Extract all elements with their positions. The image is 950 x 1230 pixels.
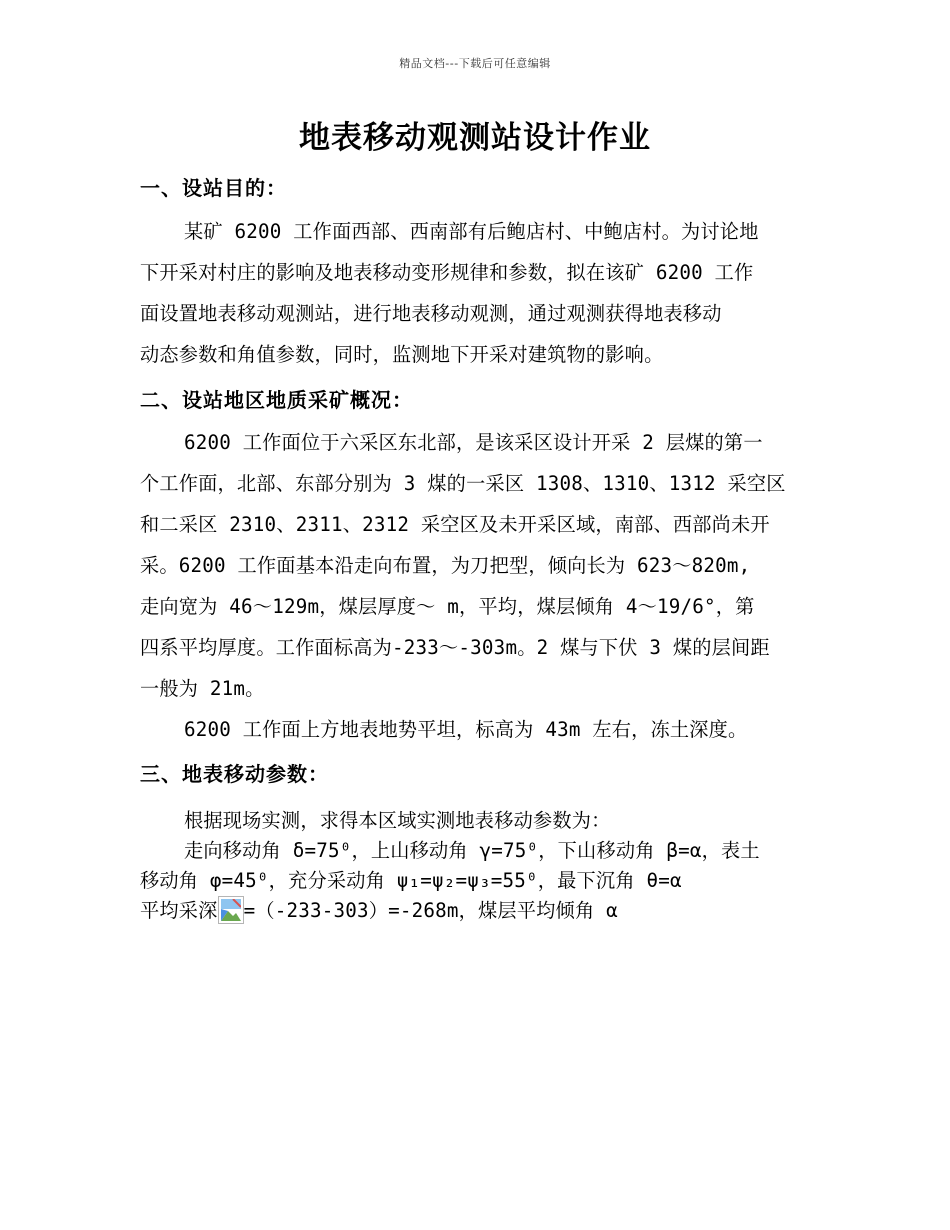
text-line: 动态参数和角值参数，同时，监测地下开采对建筑物的影响。 <box>140 343 664 366</box>
text-line: 和二采区 2310、2311、2312 采空区及未开采区域，南部、西部尚未开 <box>140 513 770 536</box>
text-line: 采。6200 工作面基本沿走向布置，为刀把型，倾向长为 623～820m, <box>140 554 751 577</box>
text-line: 个工作面，北部、东部分别为 3 煤的一采区 1308、1310、1312 采空区 <box>140 472 786 495</box>
section-body-purpose <box>140 211 820 375</box>
text-line: 走向移动角 δ=75⁰，上山移动角 γ=75⁰，下山移动角 β=α，表土 <box>184 839 760 862</box>
text-fragment: 平均采深 <box>140 899 218 922</box>
text-fragment: =（-233-303）=-268m，煤层平均倾角 α <box>243 899 618 922</box>
text-line: 下开采对村庄的影响及地表移动变形规律和参数，拟在该矿 6200 工作 <box>140 261 754 284</box>
text-line: 根据现场实测，求得本区域实测地表移动参数为： <box>184 809 611 832</box>
text-line: 移动角 φ=45⁰，充分采动角 ψ₁=ψ₂=ψ₃=55⁰，最下沉角 θ=α <box>140 869 682 892</box>
text-line: 四系平均厚度。工作面标高为-233～-303m。2 煤与下伏 3 煤的层间距 <box>140 636 770 659</box>
section-heading-geology: 二、设站地区地质采矿概况： <box>140 388 413 412</box>
text-line <box>140 896 820 926</box>
text-line: 某矿 6200 工作面西部、西南部有后鲍店村、中鲍店村。为讨论地 <box>184 220 759 243</box>
section-heading-purpose: 一、设站目的： <box>140 176 287 200</box>
text-line: 6200 工作面位于六采区东北部，是该采区设计开采 2 层煤的第一 <box>184 431 763 454</box>
document-title: 地表移动观测站设计作业 <box>299 120 651 156</box>
text-line: 6200 工作面上方地表地势平坦，标高为 43m 左右，冻土深度。 <box>184 718 748 741</box>
section-heading-parameters: 三、地表移动参数： <box>140 762 329 786</box>
section-body-geology <box>140 422 820 750</box>
text-line: 一般为 21m。 <box>140 677 265 700</box>
section-body-parameters <box>140 806 820 926</box>
text-line: 面设置地表移动观测站，进行地表移动观测，通过观测获得地表移动 <box>140 302 722 325</box>
text-line: 走向宽为 46～129m，煤层厚度～ m，平均，煤层倾角 4～19/6°，第 <box>140 595 755 618</box>
page-header: 精品文档---下载后可任意编辑 <box>399 57 551 70</box>
broken-image-icon <box>218 896 244 924</box>
